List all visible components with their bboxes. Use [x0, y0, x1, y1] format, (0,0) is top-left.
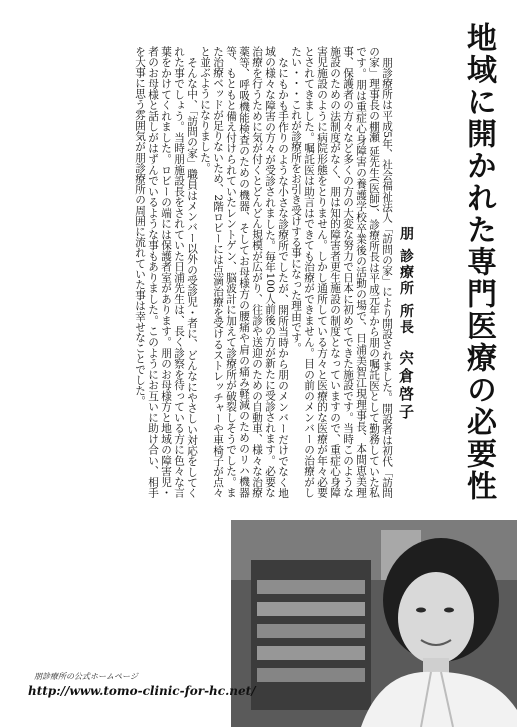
article-paragraph: 朋診療所は平成5年、社会福祉法人「訪問の家」により開設されました。開設者は初代「訪問の家」理事長の棚瀬 延先生(医師)、診療所長は平成元年から朋の嘱託医として勤務していた私です。朋は重症心身障害の養護学校卒業後の活動の場で、日浦美智江現理事長、本間恵美理事、保護者の方々など多くの方の大変な努力で日本に初めてできた施設です。当時このような施設のための法制度がなく、朋は知的障害者更生施設の制度となっていますので、重症心身障害児施設のように病院形態をとりません。しかし通所している方々と医療的な医療が年々必要とされてきました。嘱託医は助言はできても治療ができません。目の前のメンバーの治療がしたい・・・これが診療所をお引き受けする事になった理由です。 [290, 46, 393, 498]
homepage-caption: 朋診療所の公式ホームページ [34, 672, 138, 681]
article-paragraph: そんな中、「訪問の家」職員はメンバー以外の受診児・者に、どんなにやさしい対応をしてくれた事でしょう。当時朋施設長をされていた日浦先生は、長く診察を待っている方に色々な言葉をかけてくれました。ロビーの端には保護者室があります。朋のお母様方と地域の障害児・者のお母様と話しがはずんでいるような事もありました。このようにお互いに助け合い、相手を大事に思う雰囲気が朋診療所の周囲に流れていた事は幸せなことでした。 [134, 46, 198, 498]
author-byline [396, 226, 417, 422]
article-body [33, 46, 393, 498]
article-title: 地域に開かれた専門医療の必要性 [461, 22, 496, 502]
author-role: 朋 診療所 所長 [398, 226, 414, 336]
portrait-illustration [231, 520, 517, 727]
author-photo [231, 520, 517, 727]
article-paragraph: なにもかも手作りのような小さな診療所でしたが、開所当時から朋のメンバーだけでなく地域の様々な障害の方々が受診されました。毎年100人前後の方が新たに受診されます。必要な治療を行うために気が付くとどんどん規模が広がり、往診や送迎のための自動車、様々な治療薬等、呼吸機能検査のための機器、そしてお母様方の腰痛や肩の痛み軽減のためのリハ機器等、もともと備え付けられていたレントゲン、脳波計に加えて診療所が破裂しそうでした。また治療ベッドが足りないため、2階ロビーには点滴治療を受けるストレッチャーや車椅子が点々と並ぶようになりました。 [199, 46, 289, 498]
homepage-link[interactable]: http://www.tomo-clinic-for-hc.net/ [28, 684, 256, 698]
author-name: 宍倉啓子 [397, 349, 415, 422]
